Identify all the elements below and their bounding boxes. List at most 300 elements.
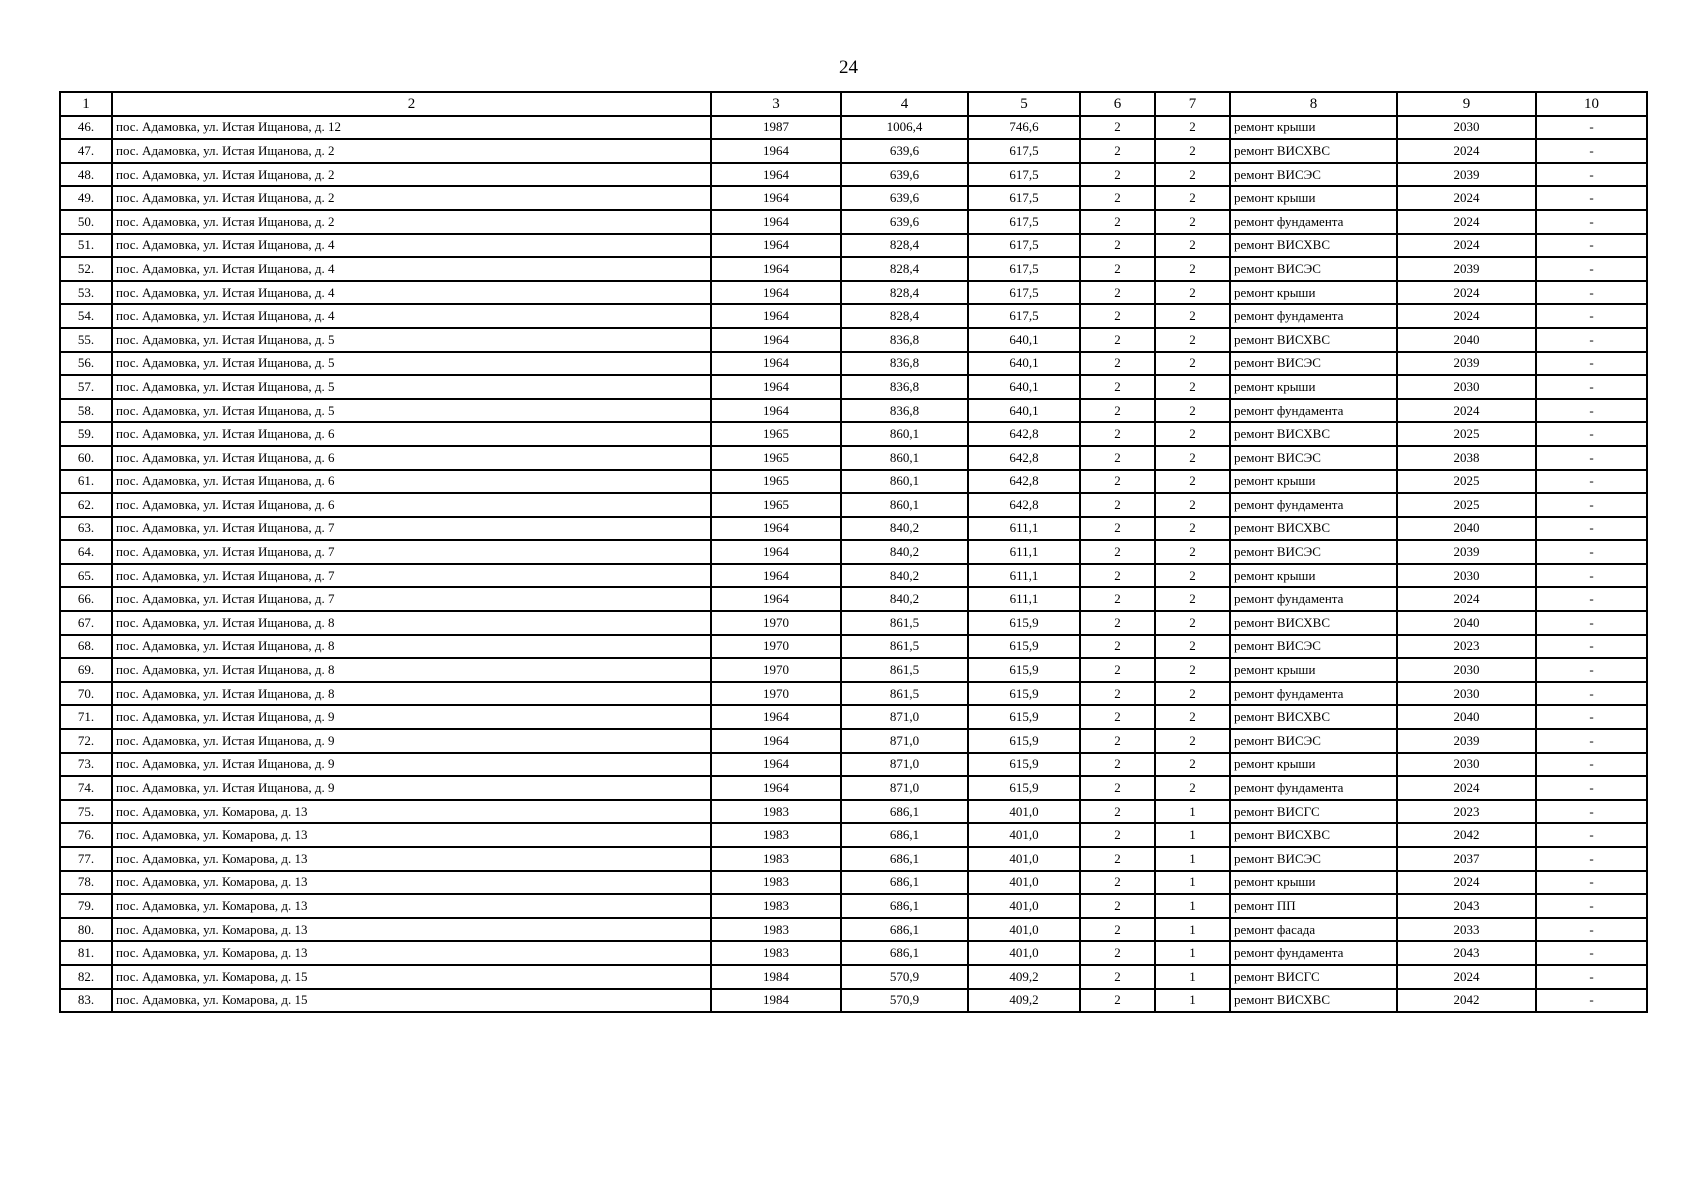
build-year-cell: 1983 xyxy=(711,823,841,847)
row-number-cell: 69. xyxy=(60,658,112,682)
table-row xyxy=(60,658,1647,682)
living-area-cell: 409,2 xyxy=(968,965,1080,989)
living-area-cell: 617,5 xyxy=(968,163,1080,187)
work-type-cell: ремонт ВИСГС xyxy=(1230,800,1397,824)
entrances-cell: 2 xyxy=(1155,186,1230,210)
living-area-cell: 617,5 xyxy=(968,210,1080,234)
col-year-header: 3 xyxy=(711,92,841,116)
floors-cell: 2 xyxy=(1080,139,1155,163)
total-area-cell: 836,8 xyxy=(841,399,968,423)
living-area-cell: 615,9 xyxy=(968,705,1080,729)
repair-year-cell: 2039 xyxy=(1397,729,1536,753)
note-cell: - xyxy=(1536,753,1647,777)
entrances-cell: 2 xyxy=(1155,540,1230,564)
total-area-cell: 860,1 xyxy=(841,493,968,517)
row-number-cell: 72. xyxy=(60,729,112,753)
floors-cell: 2 xyxy=(1080,894,1155,918)
total-area-cell: 860,1 xyxy=(841,470,968,494)
row-number-cell: 54. xyxy=(60,304,112,328)
row-number-cell: 70. xyxy=(60,682,112,706)
repair-year-cell: 2025 xyxy=(1397,422,1536,446)
col-address-header: 2 xyxy=(112,92,711,116)
floors-cell: 2 xyxy=(1080,941,1155,965)
living-area-cell: 640,1 xyxy=(968,328,1080,352)
table-row xyxy=(60,470,1647,494)
row-number-cell: 67. xyxy=(60,611,112,635)
work-type-cell: ремонт ВИСЭС xyxy=(1230,847,1397,871)
address-cell: пос. Адамовка, ул. Истая Ищанова, д. 9 xyxy=(112,729,711,753)
repair-year-cell: 2024 xyxy=(1397,965,1536,989)
total-area-cell: 570,9 xyxy=(841,965,968,989)
build-year-cell: 1964 xyxy=(711,729,841,753)
work-type-cell: ремонт ВИСХВС xyxy=(1230,517,1397,541)
living-area-cell: 401,0 xyxy=(968,800,1080,824)
repair-year-cell: 2024 xyxy=(1397,139,1536,163)
repair-year-cell: 2040 xyxy=(1397,611,1536,635)
build-year-cell: 1983 xyxy=(711,871,841,895)
total-area-cell: 686,1 xyxy=(841,941,968,965)
repair-year-cell: 2024 xyxy=(1397,234,1536,258)
total-area-cell: 871,0 xyxy=(841,753,968,777)
living-area-cell: 617,5 xyxy=(968,304,1080,328)
total-area-cell: 871,0 xyxy=(841,776,968,800)
repair-year-cell: 2039 xyxy=(1397,163,1536,187)
note-cell: - xyxy=(1536,446,1647,470)
total-area-cell: 686,1 xyxy=(841,847,968,871)
work-type-cell: ремонт ВИСХВС xyxy=(1230,989,1397,1013)
floors-cell: 2 xyxy=(1080,635,1155,659)
work-type-cell: ремонт фундамента xyxy=(1230,941,1397,965)
floors-cell: 2 xyxy=(1080,564,1155,588)
repair-year-cell: 2037 xyxy=(1397,847,1536,871)
entrances-cell: 1 xyxy=(1155,800,1230,824)
build-year-cell: 1983 xyxy=(711,918,841,942)
address-cell: пос. Адамовка, ул. Истая Ищанова, д. 7 xyxy=(112,517,711,541)
table-row xyxy=(60,965,1647,989)
total-area-cell: 860,1 xyxy=(841,446,968,470)
total-area-cell: 1006,4 xyxy=(841,116,968,140)
work-type-cell: ремонт крыши xyxy=(1230,470,1397,494)
floors-cell: 2 xyxy=(1080,847,1155,871)
table-row xyxy=(60,540,1647,564)
table-row xyxy=(60,446,1647,470)
entrances-cell: 2 xyxy=(1155,470,1230,494)
col-note-header: 10 xyxy=(1536,92,1647,116)
address-cell: пос. Адамовка, ул. Истая Ищанова, д. 5 xyxy=(112,328,711,352)
table-row xyxy=(60,823,1647,847)
living-area-cell: 611,1 xyxy=(968,564,1080,588)
build-year-cell: 1964 xyxy=(711,399,841,423)
table-row xyxy=(60,847,1647,871)
address-cell: пос. Адамовка, ул. Комарова, д. 13 xyxy=(112,918,711,942)
note-cell: - xyxy=(1536,281,1647,305)
living-area-cell: 615,9 xyxy=(968,753,1080,777)
repair-year-cell: 2039 xyxy=(1397,540,1536,564)
row-number-cell: 78. xyxy=(60,871,112,895)
note-cell: - xyxy=(1536,540,1647,564)
entrances-cell: 2 xyxy=(1155,493,1230,517)
table-header-row xyxy=(60,92,1647,116)
repair-year-cell: 2023 xyxy=(1397,635,1536,659)
build-year-cell: 1965 xyxy=(711,446,841,470)
entrances-cell: 2 xyxy=(1155,328,1230,352)
living-area-cell: 617,5 xyxy=(968,186,1080,210)
repair-year-cell: 2024 xyxy=(1397,399,1536,423)
entrances-cell: 2 xyxy=(1155,587,1230,611)
row-number-cell: 46. xyxy=(60,116,112,140)
living-area-cell: 617,5 xyxy=(968,257,1080,281)
row-number-cell: 74. xyxy=(60,776,112,800)
build-year-cell: 1964 xyxy=(711,352,841,376)
address-cell: пос. Адамовка, ул. Истая Ищанова, д. 12 xyxy=(112,116,711,140)
row-number-cell: 47. xyxy=(60,139,112,163)
col-floors-header: 6 xyxy=(1080,92,1155,116)
address-cell: пос. Адамовка, ул. Комарова, д. 13 xyxy=(112,941,711,965)
build-year-cell: 1964 xyxy=(711,163,841,187)
entrances-cell: 2 xyxy=(1155,682,1230,706)
row-number-cell: 60. xyxy=(60,446,112,470)
total-area-cell: 871,0 xyxy=(841,705,968,729)
total-area-cell: 861,5 xyxy=(841,635,968,659)
work-type-cell: ремонт фундамента xyxy=(1230,587,1397,611)
row-number-cell: 75. xyxy=(60,800,112,824)
build-year-cell: 1970 xyxy=(711,611,841,635)
address-cell: пос. Адамовка, ул. Истая Ищанова, д. 8 xyxy=(112,682,711,706)
col-living-area-header: 5 xyxy=(968,92,1080,116)
note-cell: - xyxy=(1536,210,1647,234)
repair-year-cell: 2024 xyxy=(1397,186,1536,210)
build-year-cell: 1964 xyxy=(711,375,841,399)
total-area-cell: 828,4 xyxy=(841,304,968,328)
build-year-cell: 1970 xyxy=(711,635,841,659)
note-cell: - xyxy=(1536,304,1647,328)
row-number-cell: 59. xyxy=(60,422,112,446)
row-number-cell: 49. xyxy=(60,186,112,210)
address-cell: пос. Адамовка, ул. Истая Ищанова, д. 6 xyxy=(112,470,711,494)
row-number-cell: 63. xyxy=(60,517,112,541)
entrances-cell: 2 xyxy=(1155,139,1230,163)
repair-year-cell: 2030 xyxy=(1397,658,1536,682)
address-cell: пос. Адамовка, ул. Истая Ищанова, д. 8 xyxy=(112,611,711,635)
repair-year-cell: 2030 xyxy=(1397,682,1536,706)
entrances-cell: 2 xyxy=(1155,705,1230,729)
row-number-cell: 77. xyxy=(60,847,112,871)
repair-year-cell: 2030 xyxy=(1397,116,1536,140)
note-cell: - xyxy=(1536,989,1647,1013)
note-cell: - xyxy=(1536,422,1647,446)
entrances-cell: 2 xyxy=(1155,776,1230,800)
table-row xyxy=(60,941,1647,965)
work-type-cell: ремонт ВИСХВС xyxy=(1230,422,1397,446)
table-row xyxy=(60,352,1647,376)
build-year-cell: 1965 xyxy=(711,470,841,494)
floors-cell: 2 xyxy=(1080,304,1155,328)
note-cell: - xyxy=(1536,234,1647,258)
entrances-cell: 2 xyxy=(1155,658,1230,682)
work-type-cell: ремонт фасада xyxy=(1230,918,1397,942)
table-body xyxy=(60,116,1647,1013)
work-type-cell: ремонт фундамента xyxy=(1230,776,1397,800)
work-type-cell: ремонт ВИСЭС xyxy=(1230,729,1397,753)
total-area-cell: 828,4 xyxy=(841,257,968,281)
address-cell: пос. Адамовка, ул. Истая Ищанова, д. 5 xyxy=(112,352,711,376)
entrances-cell: 1 xyxy=(1155,871,1230,895)
repair-year-cell: 2042 xyxy=(1397,823,1536,847)
note-cell: - xyxy=(1536,682,1647,706)
note-cell: - xyxy=(1536,635,1647,659)
note-cell: - xyxy=(1536,399,1647,423)
entrances-cell: 2 xyxy=(1155,564,1230,588)
living-area-cell: 615,9 xyxy=(968,682,1080,706)
living-area-cell: 401,0 xyxy=(968,847,1080,871)
row-number-cell: 76. xyxy=(60,823,112,847)
build-year-cell: 1964 xyxy=(711,753,841,777)
table-row xyxy=(60,587,1647,611)
floors-cell: 2 xyxy=(1080,871,1155,895)
address-cell: пос. Адамовка, ул. Истая Ищанова, д. 5 xyxy=(112,375,711,399)
work-type-cell: ремонт крыши xyxy=(1230,564,1397,588)
build-year-cell: 1964 xyxy=(711,776,841,800)
note-cell: - xyxy=(1536,517,1647,541)
floors-cell: 2 xyxy=(1080,422,1155,446)
work-type-cell: ремонт ВИСГС xyxy=(1230,965,1397,989)
note-cell: - xyxy=(1536,257,1647,281)
work-type-cell: ремонт ВИСХВС xyxy=(1230,611,1397,635)
living-area-cell: 401,0 xyxy=(968,894,1080,918)
address-cell: пос. Адамовка, ул. Истая Ищанова, д. 2 xyxy=(112,210,711,234)
table-row xyxy=(60,210,1647,234)
col-work-type-header: 8 xyxy=(1230,92,1397,116)
table-row xyxy=(60,611,1647,635)
entrances-cell: 1 xyxy=(1155,965,1230,989)
entrances-cell: 2 xyxy=(1155,611,1230,635)
note-cell: - xyxy=(1536,918,1647,942)
address-cell: пос. Адамовка, ул. Истая Ищанова, д. 6 xyxy=(112,446,711,470)
repair-year-cell: 2030 xyxy=(1397,753,1536,777)
col-repair-year-header: 9 xyxy=(1397,92,1536,116)
build-year-cell: 1964 xyxy=(711,540,841,564)
note-cell: - xyxy=(1536,705,1647,729)
entrances-cell: 2 xyxy=(1155,304,1230,328)
total-area-cell: 860,1 xyxy=(841,422,968,446)
living-area-cell: 642,8 xyxy=(968,446,1080,470)
row-number-cell: 65. xyxy=(60,564,112,588)
row-number-cell: 73. xyxy=(60,753,112,777)
row-number-cell: 48. xyxy=(60,163,112,187)
floors-cell: 2 xyxy=(1080,800,1155,824)
address-cell: пос. Адамовка, ул. Истая Ищанова, д. 4 xyxy=(112,234,711,258)
living-area-cell: 615,9 xyxy=(968,611,1080,635)
entrances-cell: 1 xyxy=(1155,941,1230,965)
address-cell: пос. Адамовка, ул. Истая Ищанова, д. 9 xyxy=(112,705,711,729)
total-area-cell: 686,1 xyxy=(841,894,968,918)
note-cell: - xyxy=(1536,328,1647,352)
total-area-cell: 861,5 xyxy=(841,658,968,682)
table-row xyxy=(60,800,1647,824)
total-area-cell: 639,6 xyxy=(841,163,968,187)
work-type-cell: ремонт крыши xyxy=(1230,753,1397,777)
address-cell: пос. Адамовка, ул. Истая Ищанова, д. 7 xyxy=(112,587,711,611)
floors-cell: 2 xyxy=(1080,116,1155,140)
floors-cell: 2 xyxy=(1080,587,1155,611)
build-year-cell: 1964 xyxy=(711,210,841,234)
row-number-cell: 56. xyxy=(60,352,112,376)
repair-schedule-table xyxy=(59,91,1648,1013)
work-type-cell: ремонт ВИСХВС xyxy=(1230,139,1397,163)
address-cell: пос. Адамовка, ул. Истая Ищанова, д. 7 xyxy=(112,564,711,588)
table-row xyxy=(60,894,1647,918)
entrances-cell: 1 xyxy=(1155,918,1230,942)
address-cell: пос. Адамовка, ул. Комарова, д. 15 xyxy=(112,965,711,989)
living-area-cell: 401,0 xyxy=(968,823,1080,847)
table-row xyxy=(60,186,1647,210)
row-number-cell: 81. xyxy=(60,941,112,965)
entrances-cell: 2 xyxy=(1155,753,1230,777)
total-area-cell: 861,5 xyxy=(841,682,968,706)
entrances-cell: 1 xyxy=(1155,823,1230,847)
entrances-cell: 2 xyxy=(1155,210,1230,234)
repair-year-cell: 2043 xyxy=(1397,941,1536,965)
row-number-cell: 80. xyxy=(60,918,112,942)
repair-year-cell: 2025 xyxy=(1397,470,1536,494)
build-year-cell: 1964 xyxy=(711,304,841,328)
address-cell: пос. Адамовка, ул. Истая Ищанова, д. 8 xyxy=(112,635,711,659)
repair-year-cell: 2024 xyxy=(1397,871,1536,895)
build-year-cell: 1984 xyxy=(711,989,841,1013)
living-area-cell: 611,1 xyxy=(968,587,1080,611)
build-year-cell: 1987 xyxy=(711,116,841,140)
repair-year-cell: 2024 xyxy=(1397,587,1536,611)
build-year-cell: 1964 xyxy=(711,281,841,305)
repair-year-cell: 2024 xyxy=(1397,281,1536,305)
floors-cell: 2 xyxy=(1080,611,1155,635)
address-cell: пос. Адамовка, ул. Комарова, д. 13 xyxy=(112,800,711,824)
total-area-cell: 840,2 xyxy=(841,540,968,564)
living-area-cell: 617,5 xyxy=(968,281,1080,305)
living-area-cell: 642,8 xyxy=(968,470,1080,494)
table-row xyxy=(60,564,1647,588)
entrances-cell: 2 xyxy=(1155,116,1230,140)
living-area-cell: 640,1 xyxy=(968,352,1080,376)
note-cell: - xyxy=(1536,186,1647,210)
total-area-cell: 686,1 xyxy=(841,871,968,895)
build-year-cell: 1964 xyxy=(711,705,841,729)
living-area-cell: 409,2 xyxy=(968,989,1080,1013)
col-area-header: 4 xyxy=(841,92,968,116)
repair-year-cell: 2024 xyxy=(1397,210,1536,234)
build-year-cell: 1964 xyxy=(711,587,841,611)
floors-cell: 2 xyxy=(1080,776,1155,800)
repair-year-cell: 2039 xyxy=(1397,352,1536,376)
work-type-cell: ремонт ВИСХВС xyxy=(1230,234,1397,258)
total-area-cell: 828,4 xyxy=(841,281,968,305)
table-row xyxy=(60,517,1647,541)
repair-year-cell: 2024 xyxy=(1397,304,1536,328)
table-row xyxy=(60,234,1647,258)
floors-cell: 2 xyxy=(1080,823,1155,847)
floors-cell: 2 xyxy=(1080,989,1155,1013)
work-type-cell: ремонт крыши xyxy=(1230,281,1397,305)
address-cell: пос. Адамовка, ул. Истая Ищанова, д. 8 xyxy=(112,658,711,682)
row-number-cell: 62. xyxy=(60,493,112,517)
entrances-cell: 1 xyxy=(1155,847,1230,871)
floors-cell: 2 xyxy=(1080,682,1155,706)
row-number-cell: 71. xyxy=(60,705,112,729)
address-cell: пос. Адамовка, ул. Истая Ищанова, д. 4 xyxy=(112,257,711,281)
living-area-cell: 640,1 xyxy=(968,375,1080,399)
total-area-cell: 639,6 xyxy=(841,210,968,234)
work-type-cell: ремонт ВИСЭС xyxy=(1230,635,1397,659)
total-area-cell: 840,2 xyxy=(841,564,968,588)
build-year-cell: 1970 xyxy=(711,682,841,706)
living-area-cell: 615,9 xyxy=(968,729,1080,753)
build-year-cell: 1983 xyxy=(711,894,841,918)
living-area-cell: 611,1 xyxy=(968,540,1080,564)
work-type-cell: ремонт ВИСЭС xyxy=(1230,257,1397,281)
row-number-cell: 58. xyxy=(60,399,112,423)
note-cell: - xyxy=(1536,163,1647,187)
work-type-cell: ремонт ВИСЭС xyxy=(1230,352,1397,376)
living-area-cell: 642,8 xyxy=(968,493,1080,517)
entrances-cell: 2 xyxy=(1155,375,1230,399)
address-cell: пос. Адамовка, ул. Истая Ищанова, д. 9 xyxy=(112,776,711,800)
note-cell: - xyxy=(1536,658,1647,682)
table-row xyxy=(60,422,1647,446)
total-area-cell: 686,1 xyxy=(841,800,968,824)
note-cell: - xyxy=(1536,847,1647,871)
table-row xyxy=(60,753,1647,777)
table-row xyxy=(60,304,1647,328)
table-row xyxy=(60,257,1647,281)
table-row xyxy=(60,163,1647,187)
address-cell: пос. Адамовка, ул. Комарова, д. 15 xyxy=(112,989,711,1013)
entrances-cell: 2 xyxy=(1155,352,1230,376)
repair-year-cell: 2033 xyxy=(1397,918,1536,942)
floors-cell: 2 xyxy=(1080,753,1155,777)
entrances-cell: 2 xyxy=(1155,517,1230,541)
total-area-cell: 861,5 xyxy=(841,611,968,635)
work-type-cell: ремонт фундамента xyxy=(1230,682,1397,706)
floors-cell: 2 xyxy=(1080,234,1155,258)
note-cell: - xyxy=(1536,729,1647,753)
address-cell: пос. Адамовка, ул. Истая Ищанова, д. 2 xyxy=(112,139,711,163)
repair-year-cell: 2040 xyxy=(1397,705,1536,729)
row-number-cell: 50. xyxy=(60,210,112,234)
build-year-cell: 1964 xyxy=(711,139,841,163)
total-area-cell: 570,9 xyxy=(841,989,968,1013)
table-row xyxy=(60,918,1647,942)
row-number-cell: 61. xyxy=(60,470,112,494)
note-cell: - xyxy=(1536,116,1647,140)
address-cell: пос. Адамовка, ул. Истая Ищанова, д. 6 xyxy=(112,422,711,446)
entrances-cell: 2 xyxy=(1155,257,1230,281)
floors-cell: 2 xyxy=(1080,375,1155,399)
floors-cell: 2 xyxy=(1080,281,1155,305)
build-year-cell: 1983 xyxy=(711,847,841,871)
row-number-cell: 57. xyxy=(60,375,112,399)
repair-year-cell: 2040 xyxy=(1397,517,1536,541)
note-cell: - xyxy=(1536,894,1647,918)
floors-cell: 2 xyxy=(1080,399,1155,423)
note-cell: - xyxy=(1536,941,1647,965)
floors-cell: 2 xyxy=(1080,540,1155,564)
note-cell: - xyxy=(1536,352,1647,376)
address-cell: пос. Адамовка, ул. Истая Ищанова, д. 4 xyxy=(112,281,711,305)
build-year-cell: 1964 xyxy=(711,257,841,281)
repair-year-cell: 2025 xyxy=(1397,493,1536,517)
work-type-cell: ремонт ВИСХВС xyxy=(1230,328,1397,352)
work-type-cell: ремонт ПП xyxy=(1230,894,1397,918)
